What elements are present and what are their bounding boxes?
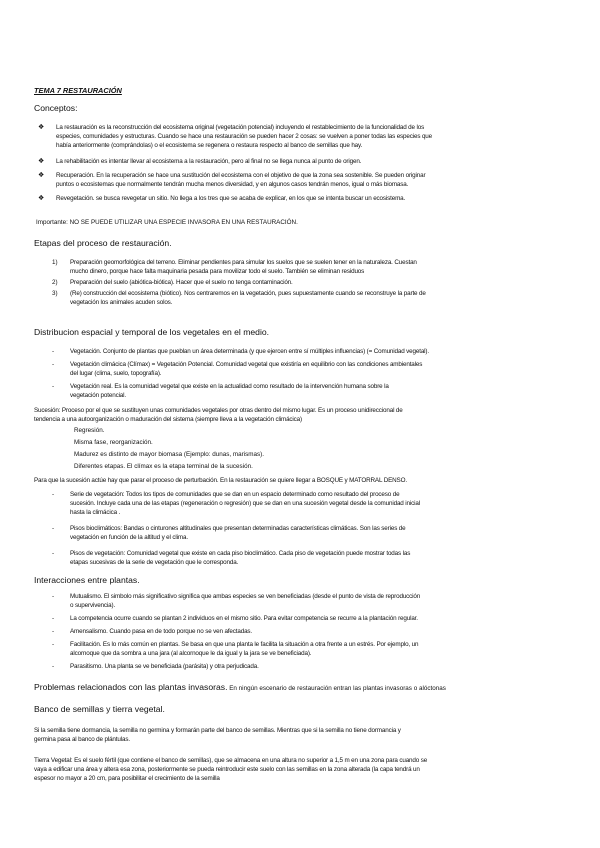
concepto-line: especies, comunidades y estructuras. Cuando se hace una restauración se pueden hacer 2 cosas: se vuelven a poner todas las especies que [56,133,432,140]
diamond-bullet-icon: ❖ [38,171,45,179]
concepto-line: La restauración es la reconstrucción del ecosistema original (vegetación potencial) incluyendo el restablecimiento de la funcionalidad de los [56,124,425,131]
distribucion-line: Vegetación real. Es la comunidad vegetal que existe en la actualidad como resultado de la intervención humana sobre la [70,383,389,390]
sucesion-sub: Regresión. [74,427,105,434]
banco-line: Si la semilla tiene dormancia, la semilla no germina y formarán parte del banco de semillas. Mientras que si la semilla no tiene dormancia y [34,727,401,734]
series-line: etapas sucesivas de la serie de vegetación que le corresponda. [70,559,239,566]
tierra-line: espesor no mayor a 20 cm, para posibilitar el crecimiento de la semilla [34,775,220,782]
dash-bullet: - [52,593,55,600]
item-number: 2) [52,279,58,286]
tierra-line: vaya a edificar una área y altera esa zona, posteriormente se pueda reintroducir este suelo con las semillas en la zona alterada (la capa tendrá un [34,766,420,773]
interacciones-heading: Interacciones entre plantas. [34,575,140,585]
dash-bullet: - [52,550,55,557]
interaccion-line: Amensalismo. Cuando pasa en de todo porque no se ven afectadas. [70,628,253,635]
etapa-line: Preparación del suelo (abiótica-biótica). Hacer que el suelo no tenga contaminación. [70,279,293,286]
etapa-line: Preparación geomorfológica del terreno. Eliminar pendientes para simular los suelos que se suelen tener en la naturaleza. Cuestan [70,259,417,266]
dash-bullet: - [52,491,55,498]
dash-bullet: - [52,383,55,390]
dash-bullet: - [52,628,55,635]
interaccion-line: Facilitación. Es lo más común en plantas. Se basa en que una planta le facilita la situación a otra frente a un estrés. Por ejemplo, un [70,641,419,648]
dash-bullet: - [52,641,55,648]
sucesion-sub: Misma fase, reorganización. [74,439,153,446]
interaccion-line: o supervivencia). [70,602,116,609]
interaccion-line: La competencia ocurre cuando se plantan 2 individuos en el mismo sitio. Para evitar competencia se recurre a la plantación regular. [70,615,418,622]
item-number: 3) [52,290,58,297]
distribucion-line: Vegetación climácica (Clímax) = Vegetación Potencial. Comunidad vegetal que existiría en equilibrio con las condiciones ambientales [70,361,423,368]
etapas-heading: Etapas del proceso de restauración. [34,238,172,248]
interaccion-line: Mutualismo. El simbolo más significativo significa que ambas especies se ven beneficiadas (desde el punto de vista de reproducción [70,593,421,600]
concepto-line: Recuperación. En la recuperación se hace una sustitución del ecosistema con el objetivo de que la zona sea sostenible. Se pueden originar [56,172,426,179]
problemas-text: En ningún escenario de restauración entran las plantas invasoras o alóctonas [229,685,446,692]
series-line: Pisos bioclimáticos: Bandas o cinturones altitudinales que presentan determinadas características climáticas. Son las series de [70,525,406,532]
page-title: TEMA 7 RESTAURACIÓN [34,86,122,95]
item-number: 1) [52,259,58,266]
etapa-line: vegetación los animales acuden solos. [70,299,173,306]
series-line: sucesión. Incluye cada una de las etapas (regeneración o regresión) que se dan en una sucesión vegetal desde la comunidad inicial [70,500,420,507]
problemas-heading: Problemas relacionados con las plantas invasoras. [34,682,228,692]
conceptos-heading: Conceptos: [34,103,78,113]
diamond-bullet-icon: ❖ [38,194,45,202]
banco-heading: Banco de semillas y tierra vegetal. [34,704,165,714]
series-line: Serie de vegetación: Todos los tipos de comunidades que se dan en un espacio determinado como resultado del proceso de [70,491,400,498]
banco-line: germina pasa al banco de plántulas. [34,736,130,743]
diamond-bullet-icon: ❖ [38,123,45,131]
dash-bullet: - [52,525,55,532]
tierra-line: Tierra Vegetal: Es el suelo fértil (que contiene el banco de semillas), que se almacena en una altura no superior a 1,5 m en una zona para cuando se [34,757,428,764]
diamond-bullet-icon: ❖ [38,157,45,165]
series-line: hasta la climácica . [70,509,121,516]
distribucion-heading: Distribucion espacial y temporal de los vegetales en el medio. [34,327,270,337]
concepto-line: La rehabilitación es intentar llevar al ecosistema a la restauración, pero al final no se llega nunca al punto de origen. [56,158,362,165]
concepto-line: Revegetación. se busca revegetar un sitio. No llega a los tres que se acaba de explicar, en los que se intenta buscar un ecosistema. [56,195,406,202]
interaccion-line: alcornoque que da sombra a una jara (al alcornoque le da igual y la jara se ve beneficiada). [70,650,312,657]
interaccion-line: Parasitismo. Una planta se ve beneficiada (parásita) y otra perjudicada. [70,663,259,670]
sucesion-sub: Madurez es distinto de mayor biomasa (Ejemplo: dunas, marismas). [74,451,265,458]
etapa-line: (Re) construcción del ecosistema (biótico). Nos centraremos en la vegetación, pues supuestamente cuando se reconstruye la parte de [70,290,426,297]
dash-bullet: - [52,615,55,622]
sucesion-line: tendencia a una autoorganización o maduración del sistema (siempre lleva a la vegetación climácica) [34,416,302,423]
distribucion-line: Vegetación. Conjunto de plantas que pueblan un área determinada (y que ejercen entre sí múltiples influencias) (= Comunidad vegetal). [70,348,429,355]
series-line: vegetación en función de la altitud y el clima. [70,534,188,541]
dash-bullet: - [52,348,55,355]
etapa-line: mucho dinero, porque hace falta maquinaria pesada para movilizar todo el suelo. También se eliminan residuos [70,268,365,275]
concepto-line: puntos o ecosistemas que normalmente tendrán mucha menos diversidad, y en algunos casos tendrán menos, igual o más biomasa. [56,181,409,188]
distribucion-line: del lugar (clima, suelo, topografía). [70,370,162,377]
dash-bullet: - [52,663,55,670]
para-que-line: Para que la sucesión actúe hay que parar el proceso de perturbación. En la restauración se quiere llegar a BOSQUE y MATORRAL DENSO. [34,477,407,484]
series-line: Pisos de vegetación: Comunidad vegetal que existe en cada piso bioclimático. Cada piso de vegetación puede mostrar todas las [70,550,411,557]
distribucion-line: vegetación potencial. [70,392,127,399]
sucesion-line: Sucesión: Proceso por el que se sustituyen unas comunidades vegetales por otras dentro del mismo lugar. Es un proceso unidireccional de [34,407,403,414]
dash-bullet: - [52,361,55,368]
concepto-line: había anteriormente (comprándolas) o el ecosistema se regenera o restaura respecto al banco de semillas que hay. [56,142,363,149]
problemas-row [34,682,446,693]
sucesion-sub: Diferentes etapas. El clímax es la etapa terminal de la sucesión. [74,463,253,470]
importante-note: Importante: NO SE PUEDE UTILIZAR UNA ESPECIE INVASORA EN UNA RESTAURACIÓN. [36,219,298,226]
